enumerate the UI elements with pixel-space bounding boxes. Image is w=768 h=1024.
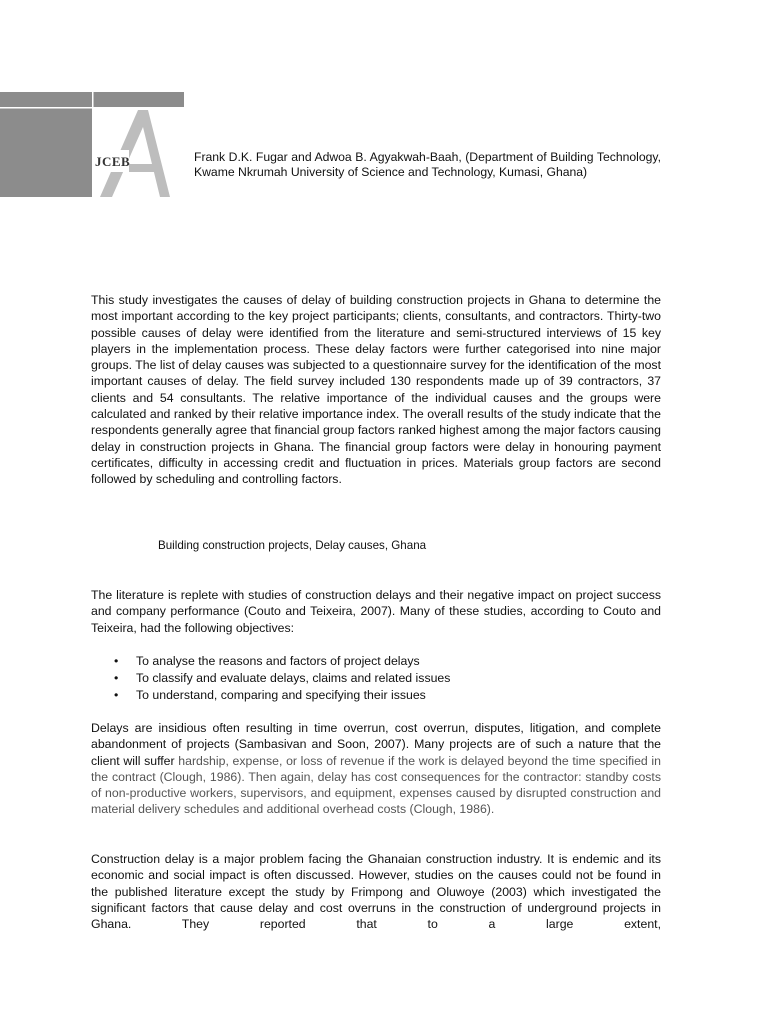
construction-delay-paragraph: Construction delay is a major problem facing the Ghanaian construction industry. It is endemic and its economic and social impact is often discussed. However, studies on the causes could not be found in the published literature except the study by Frimpong and Oluwoye (2003) which investigated the significant factors that cause delay and cost overruns in the construction of underground projects in Ghana. They reported that to a large extent, [91,852,661,932]
keywords-line: Building construction projects, Delay causes, Ghana [158,539,427,552]
bullet-icon: • [114,688,119,702]
objectives-list [114,653,654,704]
jceb-logo [0,92,184,197]
list-item-text: To analyse the reasons and factors of project delays [136,654,420,668]
list-item [114,687,654,704]
list-item [114,653,654,670]
delays-paragraph [91,720,661,818]
delays-paragraph-part1: Delays are insidious often resulting in time overrun, cost overrun, disputes, litigation, and complete abandonment of projects (Sambasivan and Soon, 2007). Many projects are of such a nature that the client will suffer [91,721,661,768]
list-item-text: To classify and evaluate delays, claims and related issues [136,671,451,685]
abstract-paragraph: This study investigates the causes of delay of building construction projects in Ghana to determine the most important according to the key project participants; clients, consultants, and contractors. Thirty-two possible causes of delay were identified from the literature and semi-structured interviews of 15 key players in the implementation process. These delay factors were further categorised into nine major groups. The list of delay causes was subjected to a questionnaire survey for the identification of the most important causes of delay. The field survey included 130 respondents made up of 39 contractors, 37 clients and 54 consultants. The relative importance of the individual causes and the groups were calculated and ranked by their relative importance index. The overall results of the study indicate that the respondents generally agree that financial group factors ranked highest among the major factors causing delay in construction projects in Ghana. The financial group factors were delay in honouring payment certificates, difficulty in accessing credit and fluctuation in prices. Materials group factors are second followed by scheduling and controlling factors. [91,293,661,487]
list-item [114,670,654,687]
bullet-icon: • [114,671,119,685]
list-item-text: To understand, comparing and specifying their issues [136,688,426,702]
author-affiliation: Frank D.K. Fugar and Adwoa B. Agyakwah-Baah, (Department of Building Technology, Kwame Nkrumah University of Science and Technology, Kumasi, Ghana) [194,150,661,179]
delays-paragraph-part2: hardship, expense, or loss of revenue if the work is delayed beyond the time specified in the contract (Clough, 1986). Then again, delay has cost consequences for the contractor: standby costs of non-productive workers, supervisors, and equipment, expenses caused by disrupted construction and material delivery schedules and additional overhead costs (Clough, 1986). [91,753,661,817]
bullet-icon: • [114,654,119,668]
logo-text: JCEB [95,154,131,169]
intro-paragraph: The literature is replete with studies of construction delays and their negative impact on project success and company performance (Couto and Teixeira, 2007). Many of these studies, according to Couto and Teixeira, had the following objectives: [91,588,661,635]
